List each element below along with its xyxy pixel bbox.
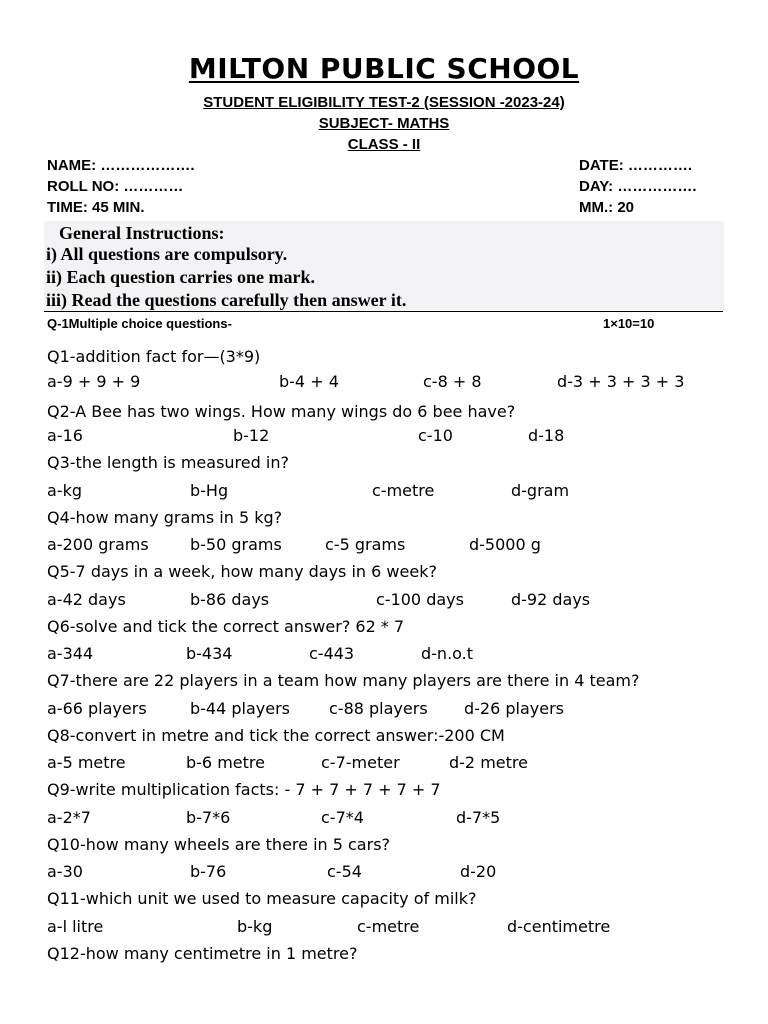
question-5-option-a: a-42 days	[47, 590, 126, 609]
question-7-option-a: a-66 players	[47, 699, 147, 718]
question-9-option-c: c-7*4	[321, 808, 364, 827]
max-marks-field: MM.: 20	[579, 199, 635, 216]
question-9-option-a: a-2*7	[47, 808, 91, 827]
question-1-option-b: b-4 + 4	[279, 372, 339, 391]
question-3-option-d: d-gram	[511, 481, 570, 500]
question-10-option-c: c-54	[327, 862, 362, 881]
section-marks: 1×10=10	[603, 316, 655, 331]
question-11-option-b: b-kg	[237, 917, 273, 936]
question-10-option-b: b-76	[190, 862, 227, 881]
class-line: CLASS - II	[347, 136, 421, 153]
section-title: Q-1Multiple choice questions-	[47, 316, 232, 331]
question-3-option-b: b-Hg	[190, 481, 229, 500]
question-2-option-b: b-12	[233, 426, 270, 445]
question-2-option-d: d-18	[528, 426, 565, 445]
question-8: Q8-convert in metre and tick the correct answer:-200 CM	[47, 726, 505, 745]
question-7-option-c: c-88 players	[329, 699, 428, 718]
question-12: Q12-how many centimetre in 1 metre?	[47, 944, 358, 963]
question-2-option-c: c-10	[418, 426, 453, 445]
question-3-option-a: a-kg	[47, 481, 82, 500]
question-2-option-a: a-16	[47, 426, 83, 445]
question-5: Q5-7 days in a week, how many days in 6 week?	[47, 562, 437, 581]
question-6-option-c: c-443	[309, 644, 355, 663]
question-1-option-d: d-3 + 3 + 3 + 3	[557, 372, 685, 391]
school-name: MILTON PUBLIC SCHOOL	[188, 52, 580, 85]
question-8-option-d: d-2 metre	[449, 753, 528, 772]
question-7: Q7-there are 22 players in a team how many players are there in 4 team?	[47, 671, 640, 690]
question-11-option-a: a-l litre	[47, 917, 104, 936]
roll-no-field: ROLL NO: …………	[47, 178, 184, 195]
section-divider	[44, 311, 723, 312]
question-3-option-c: c-metre	[372, 481, 435, 500]
question-10-option-a: a-30	[47, 862, 83, 881]
question-10-option-d: d-20	[460, 862, 497, 881]
question-9-option-d: d-7*5	[456, 808, 501, 827]
question-6-option-b: b-434	[186, 644, 233, 663]
question-2: Q2-A Bee has two wings. How many wings do 6 bee have?	[47, 402, 516, 421]
question-5-option-c: c-100 days	[376, 590, 464, 609]
question-11-option-c: c-metre	[357, 917, 420, 936]
question-8-option-a: a-5 metre	[47, 753, 126, 772]
date-field: DATE: ………….	[579, 157, 693, 174]
question-1-option-c: c-8 + 8	[423, 372, 482, 391]
question-9-option-b: b-7*6	[186, 808, 231, 827]
question-10: Q10-how many wheels are there in 5 cars?	[47, 835, 391, 854]
question-11: Q11-which unit we used to measure capacity of milk?	[47, 889, 477, 908]
question-4-option-c: c-5 grams	[325, 535, 406, 554]
instruction-item: ii) Each question carries one mark.	[46, 267, 315, 287]
question-8-option-b: b-6 metre	[186, 753, 265, 772]
question-9: Q9-write multiplication facts: - 7 + 7 + 7 + 7 + 7	[47, 780, 441, 799]
question-8-option-c: c-7-meter	[321, 753, 400, 772]
question-4-option-d: d-5000 g	[469, 535, 541, 554]
subject-line: SUBJECT- MATHS	[318, 115, 450, 132]
day-field: DAY: …………….	[579, 178, 697, 195]
instructions-heading: General Instructions:	[59, 223, 225, 243]
question-6-option-d: d-n.o.t	[421, 644, 474, 663]
question-3: Q3-the length is measured in?	[47, 453, 289, 472]
name-field: NAME: ……………….	[47, 157, 195, 174]
instruction-item: iii) Read the questions carefully then answer it.	[46, 290, 407, 310]
question-7-option-d: d-26 players	[464, 699, 565, 718]
question-4-option-a: a-200 grams	[47, 535, 149, 554]
question-6: Q6-solve and tick the correct answer? 62 * 7	[47, 617, 405, 636]
question-4: Q4-how many grams in 5 kg?	[47, 508, 283, 527]
question-7-option-b: b-44 players	[190, 699, 291, 718]
instruction-item: i) All questions are compulsory.	[46, 244, 288, 264]
question-1-option-a: a-9 + 9 + 9	[47, 372, 141, 391]
question-5-option-d: d-92 days	[511, 590, 591, 609]
question-6-option-a: a-344	[47, 644, 94, 663]
time-field: TIME: 45 MIN.	[47, 199, 145, 216]
question-11-option-d: d-centimetre	[507, 917, 611, 936]
question-4-option-b: b-50 grams	[190, 535, 282, 554]
question-1: Q1-addition fact for—(3*9)	[47, 347, 261, 366]
instructions-box	[44, 221, 724, 310]
question-5-option-b: b-86 days	[190, 590, 270, 609]
test-title: STUDENT ELIGIBILITY TEST-2 (SESSION -2023-24)	[203, 94, 565, 111]
